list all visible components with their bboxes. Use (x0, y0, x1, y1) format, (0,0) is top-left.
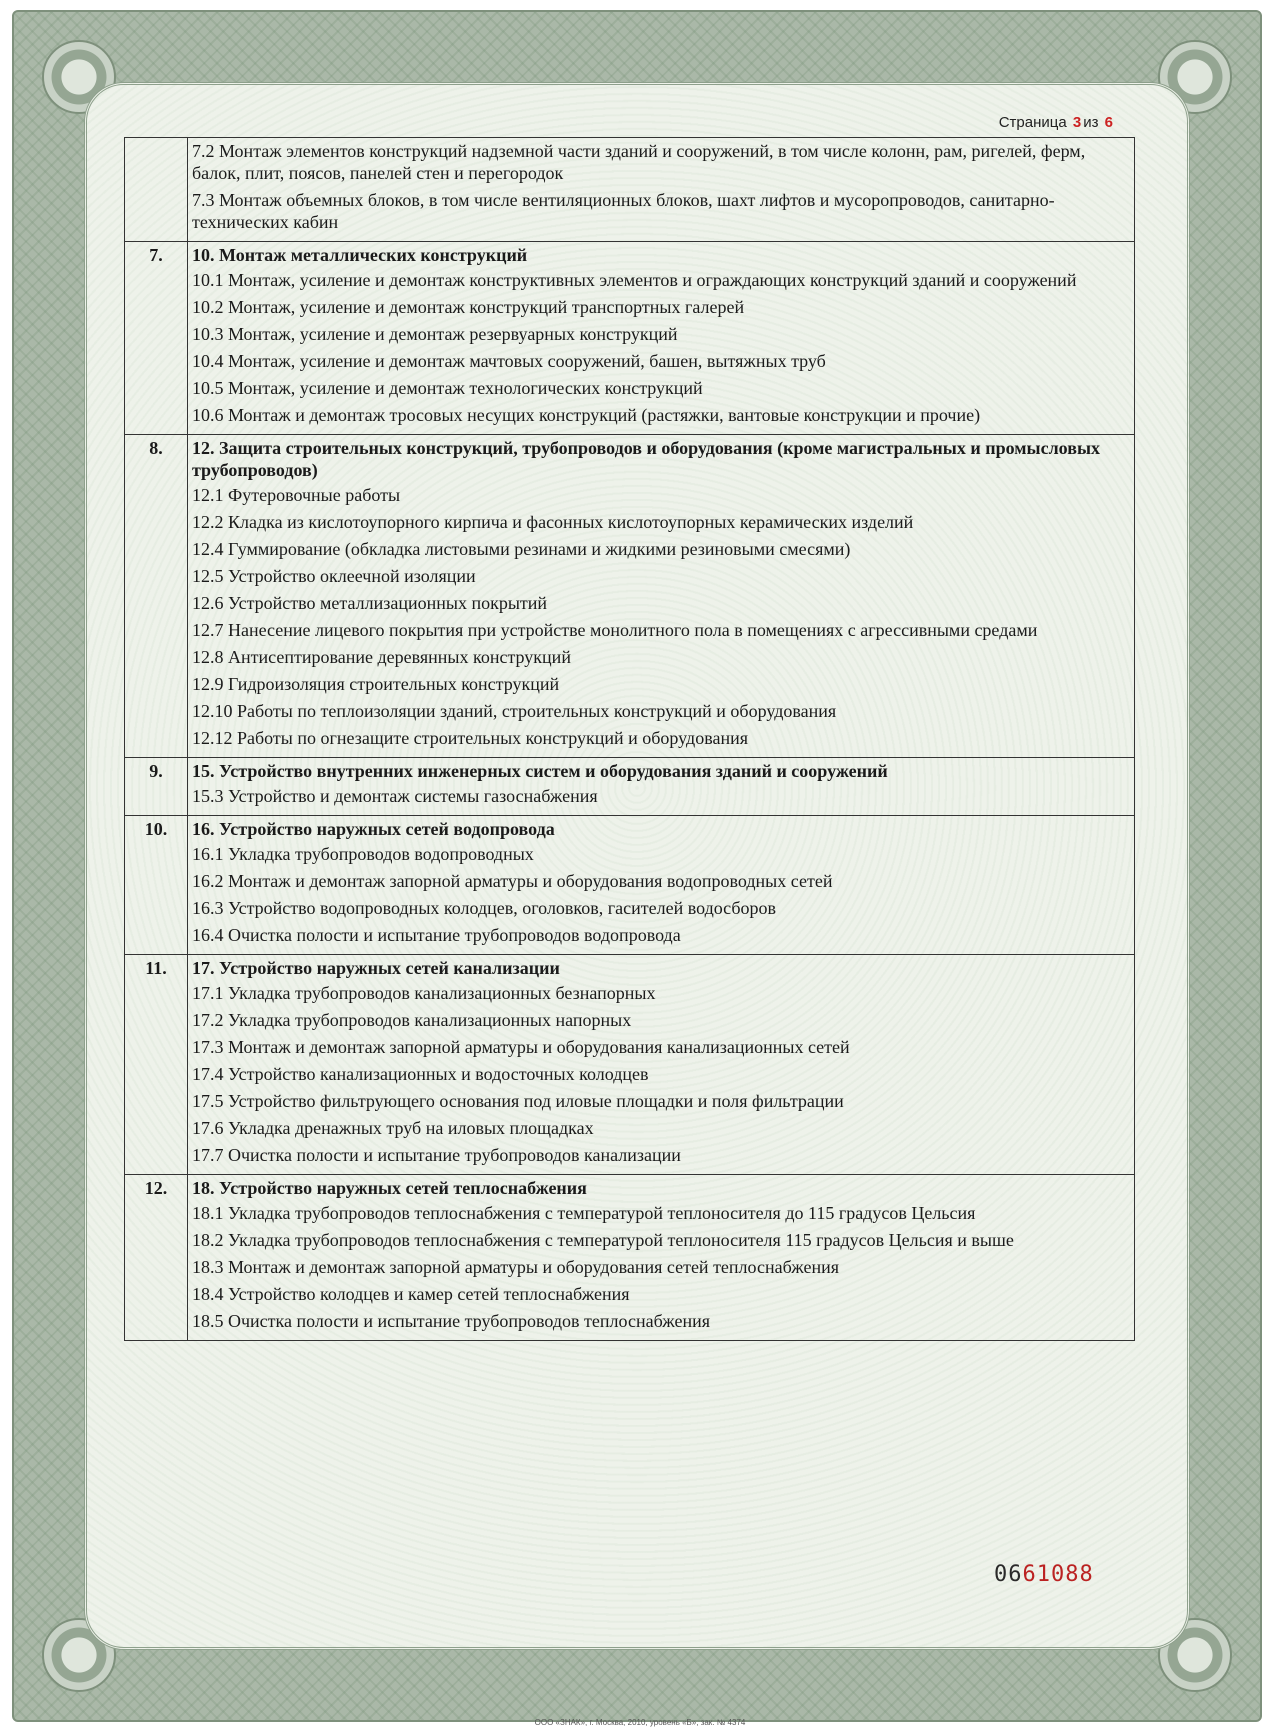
row-content (188, 758, 1135, 816)
work-item: 17.6 Укладка дренажных труб на иловых площадках (192, 1118, 594, 1138)
table-row (125, 1175, 1135, 1341)
table-row (125, 758, 1135, 816)
work-item: 10.3 Монтаж, усиление и демонтаж резервуарных конструкций (192, 324, 678, 344)
work-item: 17.3 Монтаж и демонтаж запорной арматуры и оборудования канализационных сетей (192, 1037, 850, 1057)
work-item: 18.4 Устройство колодцев и камер сетей теплоснабжения (192, 1284, 630, 1304)
serial-red-part: 61088 (1022, 1562, 1094, 1587)
table-row (125, 242, 1135, 435)
work-item: 7.3 Монтаж объемных блоков, в том числе вентиляционных блоков, шахт лифтов и мусоропроводов, санитарно-технических кабин (192, 190, 1055, 232)
row-number: 10. (125, 816, 188, 955)
row-number: 12. (125, 1175, 188, 1341)
work-item: 10.1 Монтаж, усиление и демонтаж конструктивных элементов и ограждающих конструкций зданий и сооружений (192, 270, 1077, 290)
work-group-title: 18. Устройство наружных сетей теплоснабжения (192, 1178, 587, 1198)
row-content (188, 1175, 1135, 1341)
row-number: 8. (125, 435, 188, 758)
work-group-title: 15. Устройство внутренних инженерных систем и оборудования зданий и сооружений (192, 761, 888, 781)
work-item: 10.4 Монтаж, усиление и демонтаж мачтовых сооружений, башен, вытяжных труб (192, 351, 826, 371)
work-item: 18.1 Укладка трубопроводов теплоснабжения с температурой теплоносителя до 115 градусов Цельсия (192, 1203, 976, 1223)
work-item: 17.2 Укладка трубопроводов канализационных напорных (192, 1010, 632, 1030)
row-content (188, 138, 1135, 242)
work-item: 12.2 Кладка из кислотоупорного кирпича и фасонных кислотоупорных керамических изделий (192, 512, 914, 532)
work-item: 7.2 Монтаж элементов конструкций надземной части зданий и сооружений, в том числе колонн, рам, ригелей, ферм, балок, плит, поясов, панелей стен и перегородок (192, 141, 1086, 183)
work-item: 10.2 Монтаж, усиление и демонтаж конструкций транспортных галерей (192, 297, 745, 317)
table-row (125, 435, 1135, 758)
work-item: 12.12 Работы по огнезащите строительных конструкций и оборудования (192, 728, 748, 748)
page-total: 6 (1104, 114, 1113, 131)
work-item: 17.7 Очистка полости и испытание трубопроводов канализации (192, 1145, 681, 1165)
work-item: 10.5 Монтаж, усиление и демонтаж технологических конструкций (192, 378, 703, 398)
table-row (125, 138, 1135, 242)
work-item: 12.8 Антисептирование деревянных конструкций (192, 647, 571, 667)
row-number (125, 138, 188, 242)
work-item: 18.2 Укладка трубопроводов теплоснабжения с температурой теплоносителя 115 градусов Цельсия и выше (192, 1230, 1014, 1250)
row-content (188, 242, 1135, 435)
work-item: 16.1 Укладка трубопроводов водопроводных (192, 844, 534, 864)
work-item: 18.3 Монтаж и демонтаж запорной арматуры и оборудования сетей теплоснабжения (192, 1257, 840, 1277)
row-content (188, 955, 1135, 1175)
work-item: 17.1 Укладка трубопроводов канализационных безнапорных (192, 983, 656, 1003)
work-group-title: 12. Защита строительных конструкций, трубопроводов и оборудования (кроме магистральных и промысловых трубопроводов) (192, 438, 1100, 480)
work-group-title: 10. Монтаж металлических конструкций (192, 245, 528, 265)
serial-black-part: 06 (994, 1562, 1023, 1587)
work-group-title: 17. Устройство наружных сетей канализации (192, 958, 560, 978)
table-row (125, 955, 1135, 1175)
printer-imprint: ООО «ЗНАК», г. Москва, 2010, уровень «Б», зак. № 4374 (534, 1718, 746, 1727)
row-content (188, 816, 1135, 955)
page-label (999, 114, 1115, 131)
work-item: 15.3 Устройство и демонтаж системы газоснабжения (192, 786, 598, 806)
work-item: 16.4 Очистка полости и испытание трубопроводов водопровода (192, 925, 681, 945)
page-label-sep: из (1083, 114, 1099, 131)
work-item: 12.6 Устройство металлизационных покрытий (192, 593, 548, 613)
work-item: 16.3 Устройство водопроводных колодцев, оголовков, гасителей водосборов (192, 898, 777, 918)
work-item: 12.10 Работы по теплоизоляции зданий, строительных конструкций и оборудования (192, 701, 837, 721)
work-item: 12.1 Футеровочные работы (192, 485, 401, 505)
page-current: 3 (1072, 114, 1082, 131)
work-item: 17.4 Устройство канализационных и водосточных колодцев (192, 1064, 649, 1084)
row-number: 11. (125, 955, 188, 1175)
row-number: 9. (125, 758, 188, 816)
works-table-body (125, 138, 1135, 1341)
work-item: 17.5 Устройство фильтрующего основания под иловые площадки и поля фильтрации (192, 1091, 844, 1111)
work-item: 18.5 Очистка полости и испытание трубопроводов теплоснабжения (192, 1311, 711, 1331)
works-table (124, 137, 1135, 1341)
form-serial-number (994, 1562, 1094, 1587)
work-group-title: 16. Устройство наружных сетей водопровода (192, 819, 555, 839)
table-row (125, 816, 1135, 955)
work-item: 10.6 Монтаж и демонтаж тросовых несущих конструкций (растяжки, вантовые конструкции и прочие) (192, 405, 981, 425)
work-item: 12.9 Гидроизоляция строительных конструкций (192, 674, 560, 694)
page-label-prefix: Страница (998, 114, 1067, 131)
work-item: 12.7 Нанесение лицевого покрытия при устройстве монолитного пола в помещениях с агрессивными средами (192, 620, 1038, 640)
work-item: 12.5 Устройство оклеечной изоляции (192, 566, 476, 586)
row-content (188, 435, 1135, 758)
work-item: 12.4 Гуммирование (обкладка листовыми резинами и жидкими резиновыми смесями) (192, 539, 851, 559)
row-number: 7. (125, 242, 188, 435)
work-item: 16.2 Монтаж и демонтаж запорной арматуры и оборудования водопроводных сетей (192, 871, 833, 891)
